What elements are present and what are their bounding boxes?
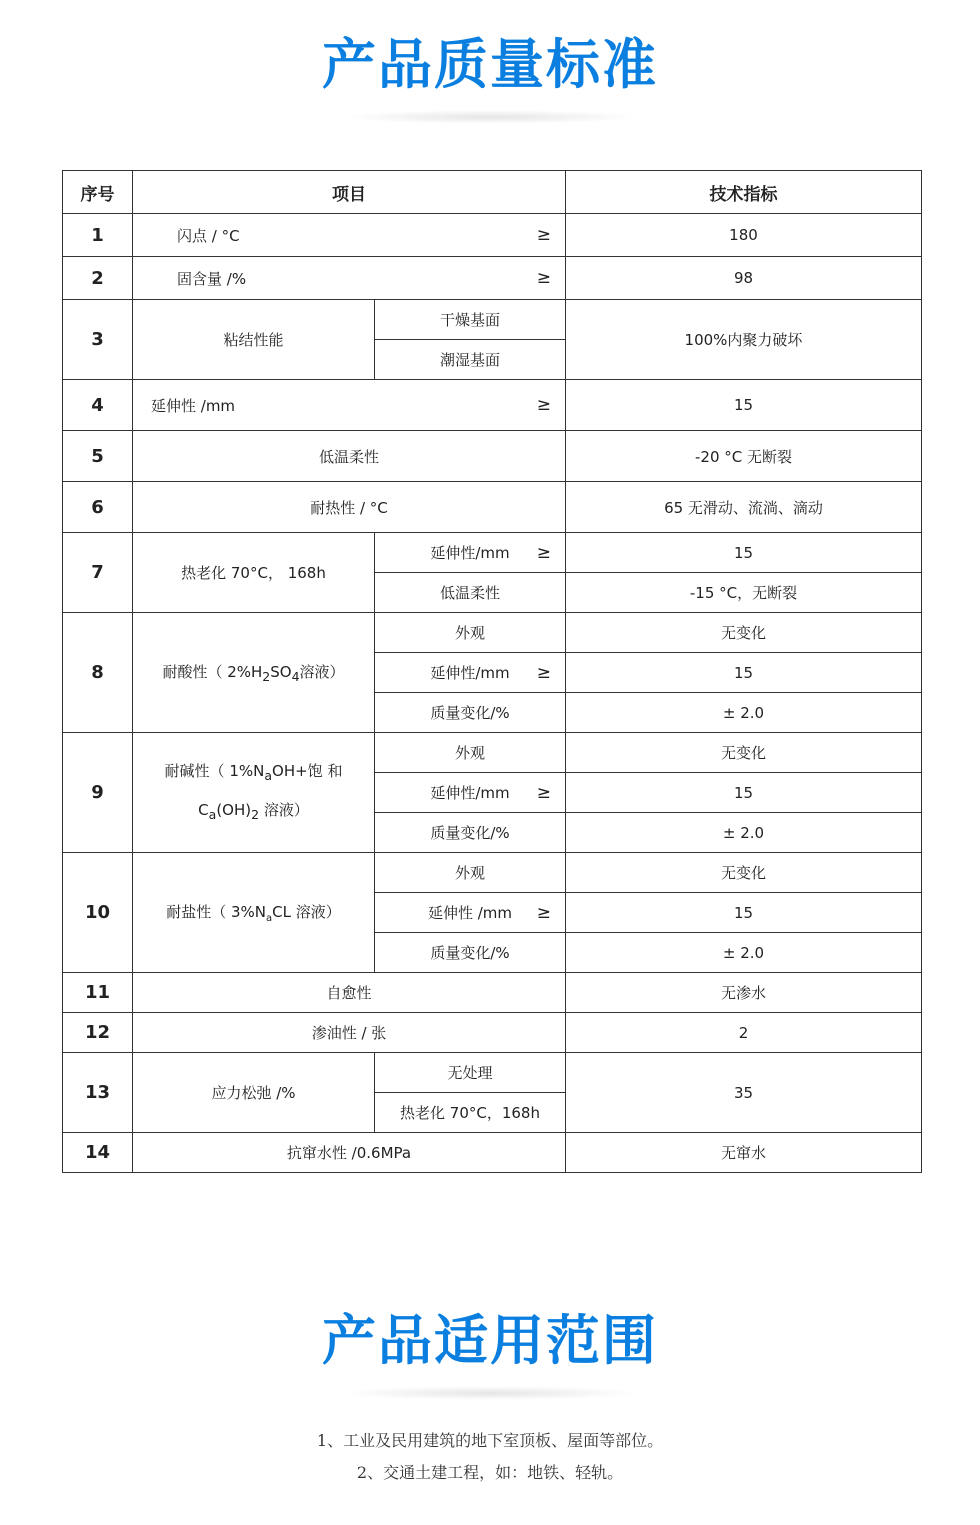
item-label xyxy=(133,853,375,973)
sub-item-label: 低温柔性 xyxy=(375,573,566,613)
item-text: 耐碱性（ 1%N xyxy=(164,761,265,780)
header-no: 序号 xyxy=(63,171,133,214)
item-subscript: a xyxy=(264,767,273,783)
row-number: 9 xyxy=(63,733,133,853)
sub-item-cell xyxy=(375,533,566,573)
row-number: 5 xyxy=(63,431,133,482)
sub-item-label: 干燥基面 xyxy=(375,300,566,340)
item-text: C xyxy=(198,800,209,819)
sub-item-label: 无处理 xyxy=(375,1053,566,1093)
ge-symbol: ≥ xyxy=(536,542,551,563)
item-label: 热老化 70°C， 168h xyxy=(133,533,375,613)
item-subscript: 2 xyxy=(251,806,260,822)
spec-value: 无变化 xyxy=(566,853,922,893)
table-row xyxy=(63,380,922,431)
item-text: 耐酸性（ 2%H xyxy=(162,663,263,681)
ge-symbol: ≥ xyxy=(536,662,551,683)
sub-item-label: 延伸性/mm xyxy=(430,544,510,562)
spec-value: ± 2.0 xyxy=(566,933,922,973)
spec-value: 2 xyxy=(566,1013,922,1053)
spec-value: 无变化 xyxy=(566,733,922,773)
table-row xyxy=(63,300,922,340)
sub-item-label: 质量变化/% xyxy=(375,933,566,973)
sub-item-label: 外观 xyxy=(375,733,566,773)
spec-value: -20 °C 无断裂 xyxy=(566,431,922,482)
table-row xyxy=(63,973,922,1013)
row-number: 10 xyxy=(63,853,133,973)
spec-value: 65 无滑动、流淌、滴动 xyxy=(566,482,922,533)
table-row xyxy=(63,733,922,773)
title-divider-shadow xyxy=(340,110,640,124)
row-number: 8 xyxy=(63,613,133,733)
table-row xyxy=(63,533,922,573)
table-row xyxy=(63,1053,922,1093)
row-number: 4 xyxy=(63,380,133,431)
spec-value: ± 2.0 xyxy=(566,813,922,853)
table-row xyxy=(63,431,922,482)
header-item: 项目 xyxy=(133,171,566,214)
row-number: 6 xyxy=(63,482,133,533)
spec-value: 无渗水 xyxy=(566,973,922,1013)
spec-value: 100%内聚力破坏 xyxy=(566,300,922,380)
item-label: 低温柔性 xyxy=(133,431,566,482)
sub-item-label: 质量变化/% xyxy=(375,693,566,733)
ge-symbol: ≥ xyxy=(536,782,551,803)
table-row xyxy=(63,853,922,893)
spec-value: 无变化 xyxy=(566,613,922,653)
sub-item-label: 外观 xyxy=(375,613,566,653)
item-subscript: a xyxy=(266,913,273,924)
spec-value: 15 xyxy=(566,773,922,813)
table-row xyxy=(63,257,922,300)
item-text: 耐盐性（ 3%N xyxy=(166,903,267,921)
sub-item-label: 延伸性/mm xyxy=(430,664,510,682)
item-label: 闪点 / °C xyxy=(177,226,240,245)
table-row xyxy=(63,1013,922,1053)
item-cell xyxy=(133,214,566,257)
table-row xyxy=(63,613,922,653)
item-label: 固含量 /% xyxy=(177,269,247,288)
item-label: 耐热性 / °C xyxy=(133,482,566,533)
table-row xyxy=(63,214,922,257)
item-label xyxy=(133,613,375,733)
item-text: OH+饱 和 xyxy=(272,761,343,780)
application-item: 2、交通土建工程，如：地铁、轻轨。 xyxy=(356,1463,624,1482)
table-header-row xyxy=(63,171,922,214)
item-text: SO xyxy=(270,663,292,681)
item-label: 粘结性能 xyxy=(133,300,375,380)
spec-value: 15 xyxy=(566,533,922,573)
item-label xyxy=(133,733,375,853)
spec-value: 无窜水 xyxy=(566,1133,922,1173)
row-number: 14 xyxy=(63,1133,133,1173)
item-label: 渗油性 / 张 xyxy=(133,1013,566,1053)
spec-value: 98 xyxy=(566,257,922,300)
item-label: 延伸性 /mm xyxy=(151,396,236,415)
item-cell xyxy=(133,257,566,300)
ge-symbol: ≥ xyxy=(536,268,551,288)
sub-item-label: 潮湿基面 xyxy=(375,340,566,380)
spec-value: 15 xyxy=(566,653,922,693)
spec-value: 15 xyxy=(566,380,922,431)
quality-section-title: 产品质量标准 xyxy=(322,33,658,96)
sub-item-label: 热老化 70°C，168h xyxy=(375,1093,566,1133)
ge-symbol: ≥ xyxy=(536,902,551,923)
application-item: 1、工业及民用建筑的地下室顶板、屋面等部位。 xyxy=(316,1431,664,1450)
item-text: 溶液） xyxy=(299,663,345,681)
row-number: 12 xyxy=(63,1013,133,1053)
item-label: 应力松弛 /% xyxy=(133,1053,375,1133)
row-number: 3 xyxy=(63,300,133,380)
item-label: 抗窜水性 /0.6MPa xyxy=(133,1133,566,1173)
item-subscript: a xyxy=(208,806,217,822)
sub-item-label: 延伸性 /mm xyxy=(427,904,513,922)
item-label: 自愈性 xyxy=(133,973,566,1013)
row-number: 2 xyxy=(63,257,133,300)
row-number: 13 xyxy=(63,1053,133,1133)
table-row xyxy=(63,1133,922,1173)
item-subscript: 4 xyxy=(291,669,300,684)
ge-symbol: ≥ xyxy=(536,395,551,415)
item-text: (OH) xyxy=(216,800,252,819)
row-number: 1 xyxy=(63,214,133,257)
sub-item-label: 延伸性/mm xyxy=(430,784,510,802)
row-number: 11 xyxy=(63,973,133,1013)
spec-value: 35 xyxy=(566,1053,922,1133)
item-subscript: 2 xyxy=(262,669,271,684)
spec-value: ± 2.0 xyxy=(566,693,922,733)
quality-spec-table xyxy=(62,170,922,1173)
spec-value: 180 xyxy=(566,214,922,257)
sub-item-label: 外观 xyxy=(375,853,566,893)
applications-section-title: 产品适用范围 xyxy=(322,1309,658,1372)
item-text: 溶液） xyxy=(259,800,309,819)
sub-item-cell xyxy=(375,893,566,933)
spec-value: 15 xyxy=(566,893,922,933)
header-spec: 技术指标 xyxy=(566,171,922,214)
table-row xyxy=(63,482,922,533)
sub-item-cell xyxy=(375,773,566,813)
item-text: CL 溶液） xyxy=(272,903,341,921)
row-number: 7 xyxy=(63,533,133,613)
item-cell xyxy=(133,380,566,431)
sub-item-label: 质量变化/% xyxy=(375,813,566,853)
title-divider-shadow xyxy=(340,1386,640,1400)
ge-symbol: ≥ xyxy=(536,225,551,245)
spec-value: -15 °C，无断裂 xyxy=(566,573,922,613)
sub-item-cell xyxy=(375,653,566,693)
